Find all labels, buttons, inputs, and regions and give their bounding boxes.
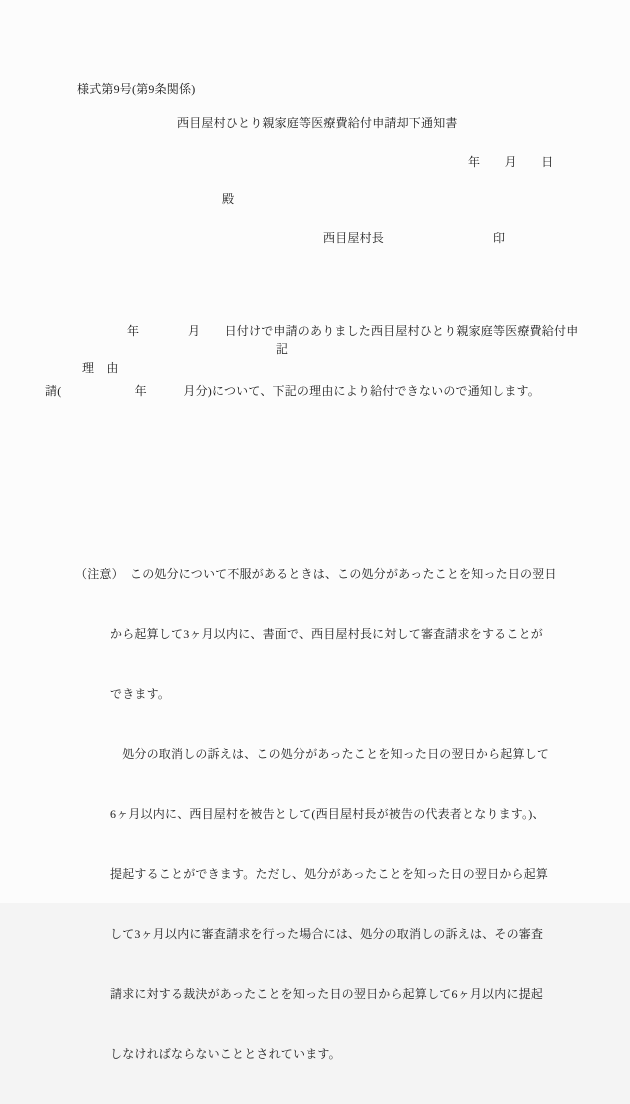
body-paragraph-line-1: 年 月 日付けで申請のありました西目屋村ひとり親家庭等医療費給付申 xyxy=(127,324,579,338)
notice-line: から起算して3ヶ月以内に、書面で、西目屋村長に対して審査請求をすることが xyxy=(110,627,543,641)
notice-line: 提起することができます。ただし、処分があったことを知った日の翌日から起算 xyxy=(110,867,549,881)
notice-line: して3ヶ月以内に審査請求を行った場合には、処分の取消しの訴えは、その審査 xyxy=(110,927,544,941)
notice-line: 処分の取消しの訴えは、この処分があったことを知った日の翌日から起算して xyxy=(110,747,550,761)
date-blank-line: 年 月 日 xyxy=(468,155,554,169)
reason-label: 理 由 xyxy=(82,361,119,375)
seal-placeholder: 印 xyxy=(493,231,506,245)
sender-title: 西目屋村長 xyxy=(323,231,385,245)
document-title: 西目屋村ひとり親家庭等医療費給付申請却下通知書 xyxy=(177,116,458,130)
form-number: 様式第9号(第9条関係) xyxy=(77,82,196,96)
addressee-honorific: 殿 xyxy=(222,192,235,206)
notice-line: （注意） この処分について不服があるときは、この処分があったことを知った日の翌日 xyxy=(75,567,557,581)
body-paragraph-line-2: 請( 年 月分)について、下記の理由により給付できないので通知します。 xyxy=(45,384,540,398)
body-paragraph xyxy=(45,281,578,441)
notice-block xyxy=(75,524,557,1104)
notice-line: 6ヶ月以内に、西目屋村を被告として(西目屋村長が被告の代表者となります。)、 xyxy=(110,807,545,821)
record-heading: 記 xyxy=(276,342,289,356)
notice-line: しなければならないこととされています。 xyxy=(110,1047,341,1061)
notice-line: できます。 xyxy=(110,687,171,701)
notice-line: 請求に対する裁決があったことを知った日の翌日から起算して6ヶ月以内に提起 xyxy=(110,987,544,1001)
